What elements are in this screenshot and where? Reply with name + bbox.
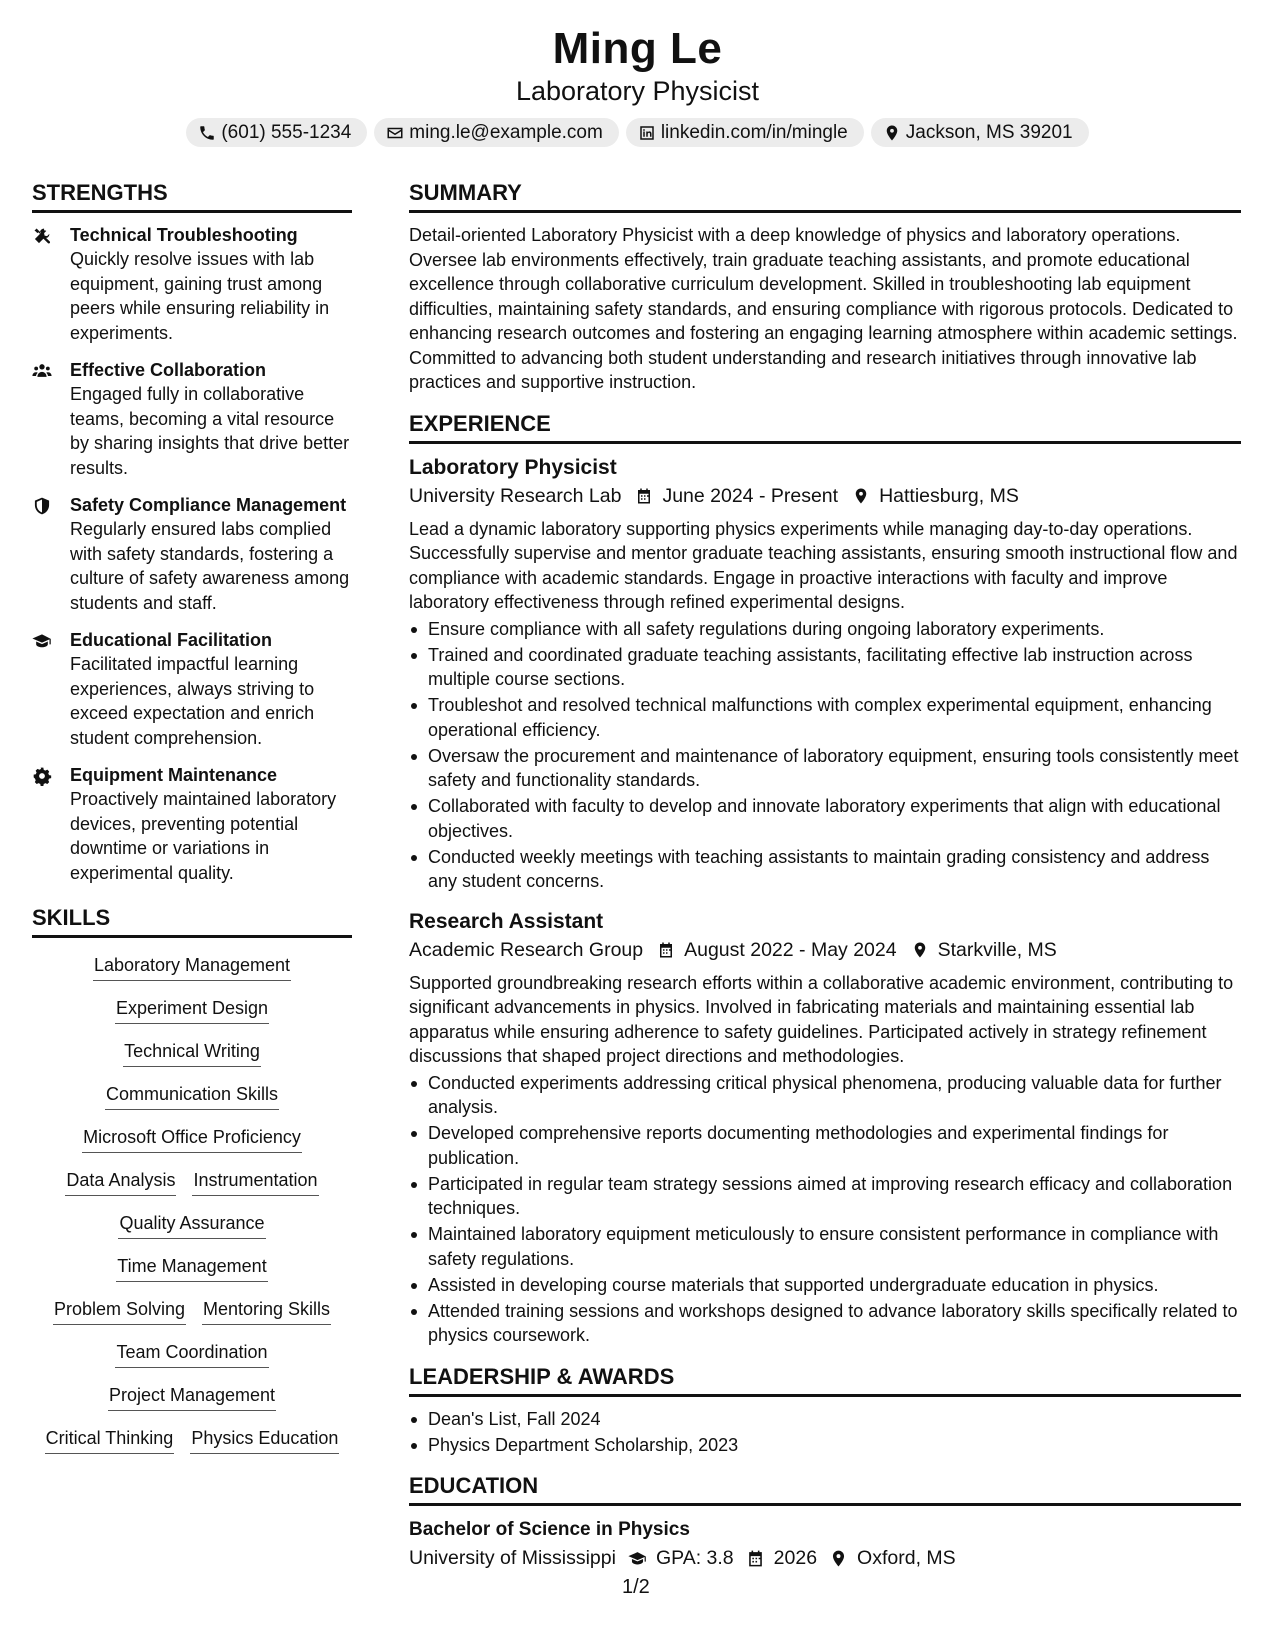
graduation-year: 2026 xyxy=(773,1547,818,1569)
calendar-icon xyxy=(635,487,653,505)
calendar-icon xyxy=(657,941,675,959)
left-column xyxy=(32,178,352,1454)
job-meta xyxy=(409,936,1241,965)
strength-desc: Proactively maintained laboratory devices, preventing potential downtime or variations in experimental quality. xyxy=(70,789,337,883)
job-bullet: Conducted weekly meetings with teaching assistants to maintain grading consistency and address any student concerns. xyxy=(409,845,1241,894)
strength-item xyxy=(32,223,352,345)
job-bullets xyxy=(409,617,1241,894)
contact-location[interactable] xyxy=(871,118,1089,147)
skill-row xyxy=(32,1427,352,1454)
skill-tag: Team Coordination xyxy=(115,1341,268,1368)
job-bullet: Developed comprehensive reports documenting methodologies and experimental findings for publication. xyxy=(409,1121,1241,1170)
map-pin-icon xyxy=(911,941,929,959)
education-heading: EDUCATION xyxy=(409,1471,1241,1506)
skill-tag: Experiment Design xyxy=(115,997,269,1024)
skill-row xyxy=(32,1298,352,1325)
job-description: Supported groundbreaking research efforts within a collaborative academic environment, contributing to significant advancements in physics. Involved in fabricating materials and maintaining essential lab apparatus while ensuring adherence to safety guidelines. Participated actively in strategy refinement discussions that shaped project directions and methodologies. xyxy=(409,972,1234,1066)
gear-icon xyxy=(32,766,52,786)
strength-title: Equipment Maintenance xyxy=(70,765,278,785)
degree-title: Bachelor of Science in Physics xyxy=(409,1519,690,1540)
job-bullet: Participated in regular team strategy sessions aimed at improving research efficacy and collaboration techniques. xyxy=(409,1172,1241,1221)
job-bullet: Maintained laboratory equipment meticulously to ensure consistent performance in compliance with safety regulations. xyxy=(409,1222,1241,1271)
job-bullet: Assisted in developing course materials that supported undergraduate education in physics. xyxy=(409,1273,1241,1298)
skill-tag: Microsoft Office Proficiency xyxy=(82,1126,302,1153)
calendar-icon xyxy=(746,1549,765,1568)
candidate-title: Laboratory Physicist xyxy=(515,76,760,106)
job-bullet: Ensure compliance with all safety regulations during ongoing laboratory experiments. xyxy=(409,617,1241,642)
skill-tag: Mentoring Skills xyxy=(202,1298,331,1325)
job-bullet: Attended training sessions and workshops designed to advance laboratory skills specifically related to physics coursework. xyxy=(409,1299,1241,1348)
contact-email-text: ming.le@example.com xyxy=(409,121,603,143)
strength-title: Technical Troubleshooting xyxy=(70,225,298,245)
contact-linkedin-text: linkedin.com/in/mingle xyxy=(660,121,848,143)
strength-title: Effective Collaboration xyxy=(70,360,267,380)
contact-bar xyxy=(0,118,1275,147)
job-dates: June 2024 - Present xyxy=(662,484,839,507)
skill-tag: Critical Thinking xyxy=(45,1427,175,1454)
map-pin-icon xyxy=(852,487,870,505)
summary-text: Detail-oriented Laboratory Physicist with a deep knowledge of physics and laboratory operations. Oversee lab environments effectively, train graduate teaching assistants, and promote educational excellence through collaborative curriculum development. Skilled in troubleshooting lab equipment difficulties, maintaining safety standards, and ensuring compliance with rigorous protocols. Dedicated to enhancing research outcomes and fostering an engaging learning atmosphere within academic settings. Committed to advancing both student understanding and research initiatives through innovative lab practices and supportive instruction. xyxy=(409,225,1238,392)
skill-row xyxy=(32,1212,352,1239)
job-bullet: Oversaw the procurement and maintenance of laboratory equipment, ensuring tools consistently meet safety and functionality standards. xyxy=(409,744,1241,793)
skill-tag: Instrumentation xyxy=(192,1169,318,1196)
job-company: Academic Research Group xyxy=(409,938,644,961)
strength-item xyxy=(32,628,352,750)
job-meta xyxy=(409,482,1241,511)
linkedin-icon xyxy=(638,124,656,142)
graduation-cap-icon xyxy=(32,631,52,651)
strength-item xyxy=(32,763,352,885)
skill-tag: Quality Assurance xyxy=(118,1212,265,1239)
strength-desc: Facilitated impactful learning experiences, always striving to exceed expectation and enrich student comprehension. xyxy=(70,654,315,748)
skill-tag: Project Management xyxy=(108,1384,276,1411)
job-bullet: Collaborated with faculty to develop and innovate laboratory experiments that align with educational objectives. xyxy=(409,794,1241,843)
candidate-name: Ming Le xyxy=(552,24,723,73)
resume-header xyxy=(0,22,1275,147)
job-title: Research Assistant xyxy=(409,909,604,933)
skill-row xyxy=(32,1255,352,1282)
award-item: Dean's List, Fall 2024 xyxy=(409,1407,1241,1432)
page-number: 1/2 xyxy=(622,1576,650,1598)
contact-phone[interactable] xyxy=(186,118,367,147)
skill-row xyxy=(32,997,352,1024)
skill-tag: Data Analysis xyxy=(65,1169,176,1196)
job-location: Starkville, MS xyxy=(937,938,1057,961)
job-location: Hattiesburg, MS xyxy=(879,484,1019,507)
education-meta xyxy=(409,1544,1241,1573)
phone-icon xyxy=(198,124,216,142)
strength-item xyxy=(32,358,352,480)
job-entry xyxy=(409,908,1241,1348)
map-pin-icon xyxy=(883,124,901,142)
contact-linkedin[interactable] xyxy=(626,118,864,147)
skill-row xyxy=(32,1040,352,1067)
skill-row xyxy=(32,1341,352,1368)
graduation-cap-icon xyxy=(628,1549,647,1568)
summary-heading: SUMMARY xyxy=(409,178,1241,213)
users-icon xyxy=(32,361,52,381)
job-company: University Research Lab xyxy=(409,484,622,507)
job-bullet: Troubleshot and resolved technical malfunctions with complex experimental equipment, enhancing operational efficiency. xyxy=(409,693,1241,742)
gpa: GPA: 3.8 xyxy=(655,1547,734,1569)
job-bullets xyxy=(409,1071,1241,1348)
skill-row xyxy=(32,1083,352,1110)
education-location: Oxford, MS xyxy=(857,1547,956,1569)
map-pin-icon xyxy=(829,1549,848,1568)
strength-title: Educational Facilitation xyxy=(70,630,273,650)
right-column xyxy=(409,178,1241,1573)
job-dates: August 2022 - May 2024 xyxy=(684,938,897,961)
award-item: Physics Department Scholarship, 2023 xyxy=(409,1433,1241,1458)
strength-desc: Quickly resolve issues with lab equipment, gaining trust among peers while ensuring reliability in experiments. xyxy=(70,249,330,343)
skill-row xyxy=(32,1169,352,1196)
skill-tag: Communication Skills xyxy=(105,1083,279,1110)
strengths-heading: STRENGTHS xyxy=(32,178,352,213)
awards-list xyxy=(409,1407,1241,1458)
skill-row xyxy=(32,954,352,981)
skills-heading: SKILLS xyxy=(32,903,352,938)
job-title: Laboratory Physicist xyxy=(409,455,617,479)
skill-row xyxy=(32,1384,352,1411)
strength-item xyxy=(32,493,352,615)
skill-tag: Time Management xyxy=(116,1255,267,1282)
skill-tag: Problem Solving xyxy=(53,1298,186,1325)
skills-list xyxy=(32,948,352,1454)
strength-desc: Regularly ensured labs complied with safety standards, fostering a culture of safety awareness among students and staff. xyxy=(70,519,350,613)
school-name: University of Mississippi xyxy=(409,1547,616,1569)
strength-title: Safety Compliance Management xyxy=(70,495,347,515)
envelope-icon xyxy=(386,124,404,142)
skill-row xyxy=(32,1126,352,1153)
awards-heading: LEADERSHIP & AWARDS xyxy=(409,1362,1241,1397)
skill-tag: Technical Writing xyxy=(123,1040,261,1067)
contact-location-text: Jackson, MS 39201 xyxy=(905,121,1073,143)
job-bullet: Conducted experiments addressing critical physical phenomena, producing valuable data for further analysis. xyxy=(409,1071,1241,1120)
skill-tag: Physics Education xyxy=(190,1427,339,1454)
experience-heading: EXPERIENCE xyxy=(409,409,1241,444)
tools-icon xyxy=(32,226,52,246)
skill-tag: Laboratory Management xyxy=(93,954,291,981)
contact-email[interactable] xyxy=(374,118,619,147)
job-bullet: Trained and coordinated graduate teaching assistants, facilitating effective lab instruction across multiple course sections. xyxy=(409,643,1241,692)
strength-desc: Engaged fully in collaborative teams, becoming a vital resource by sharing insights that drive better results. xyxy=(70,384,350,478)
shield-icon xyxy=(32,496,52,516)
contact-phone-text: (601) 555-1234 xyxy=(221,121,352,143)
job-description: Lead a dynamic laboratory supporting physics experiments while managing day-to-day operations. Successfully supervise and mentor graduate teaching assistants, ensuring smooth instructional flow and compliance with academic standards. Engage in proactive interactions with faculty and improve laboratory effectiveness through refined experimental designs. xyxy=(409,518,1238,612)
job-entry xyxy=(409,454,1241,894)
